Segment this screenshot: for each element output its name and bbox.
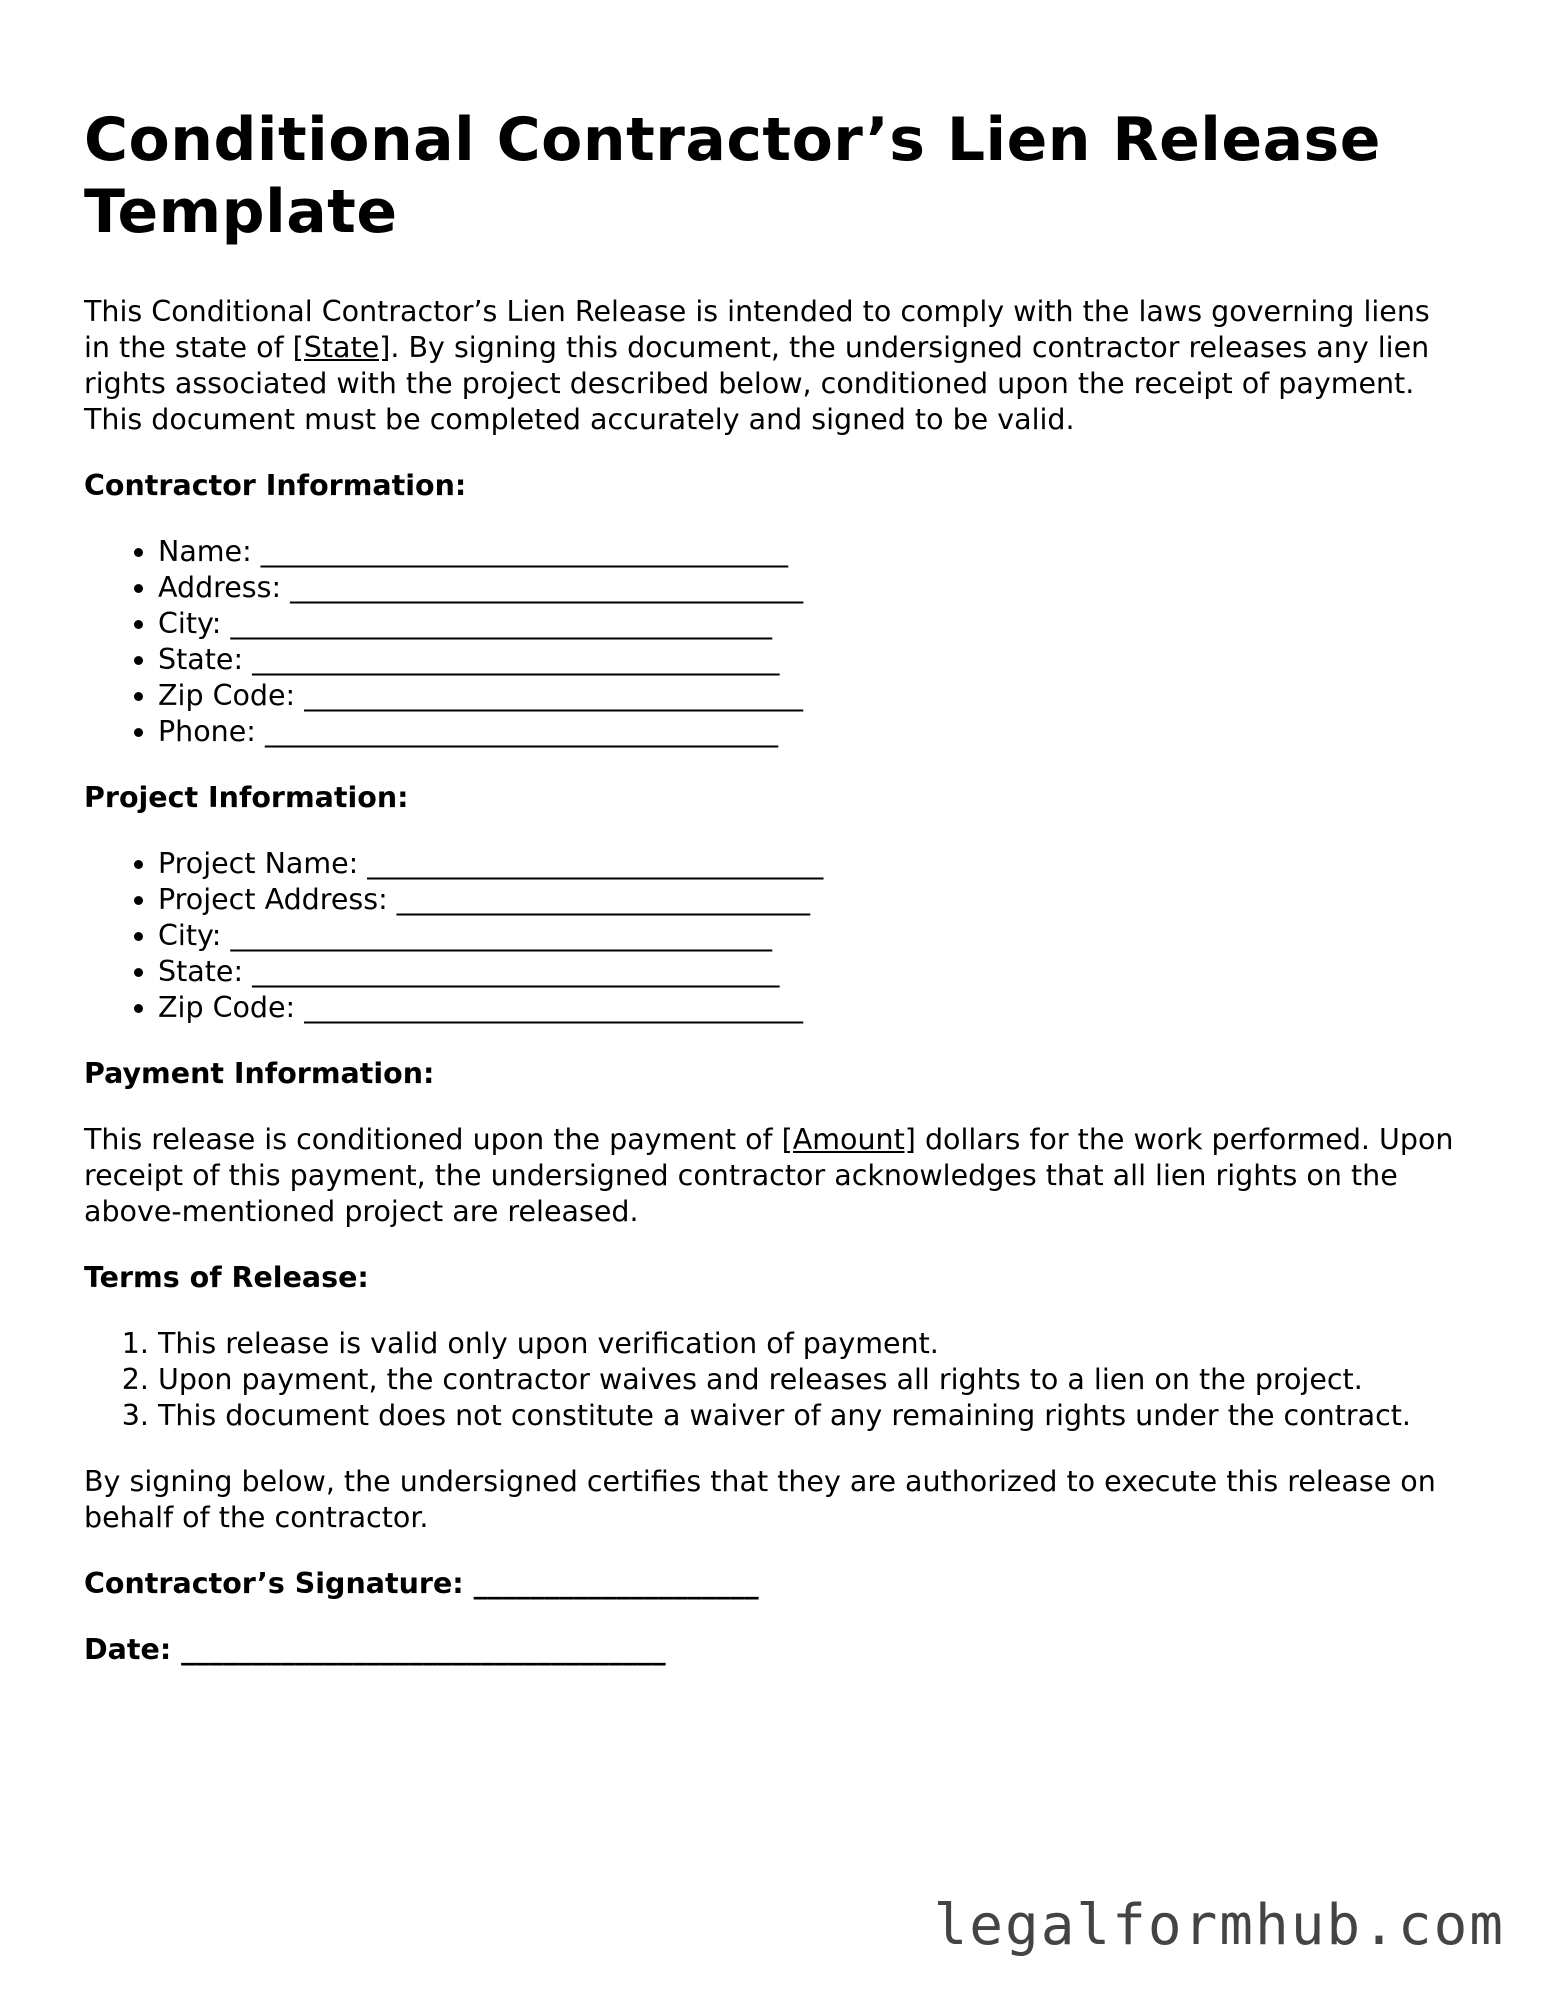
- intro-text-after: . By signing this document, the undersigned contractor releases any lien rights associated with the project described below, conditioned upon the receipt of payment. This document must be completed accurately and signed to be valid.: [84, 331, 1430, 436]
- page-title: Conditional Contractor’s Lien Release Template: [84, 105, 1381, 247]
- contractor-address-field: • Address: ____________________________________: [158, 570, 1464, 606]
- date-line: Date: __________________________________: [84, 1633, 666, 1666]
- intro-paragraph: [84, 294, 1464, 438]
- terms-heading: Terms of Release:: [84, 1261, 369, 1294]
- term-item: 2. Upon payment, the contractor waives and releases all rights to a lien on the project.: [158, 1362, 1464, 1398]
- closing-paragraph: By signing below, the undersigned certifies that they are authorized to execute this release on behalf of the contractor.: [84, 1465, 1436, 1534]
- project-heading: Project Information:: [84, 781, 409, 814]
- project-name-field: • Project Name: ________________________________: [158, 846, 1464, 882]
- project-city-field: • City: ______________________________________: [158, 918, 1464, 954]
- payment-paragraph: [84, 1122, 1464, 1230]
- amount-placeholder: [Amount]: [781, 1123, 916, 1156]
- project-list: [84, 846, 1464, 1026]
- project-address-field: • Project Address: _____________________________: [158, 882, 1464, 918]
- state-placeholder: [State]: [292, 331, 391, 364]
- contractor-city-field: • City: ______________________________________: [158, 606, 1464, 642]
- contractor-name-field: • Name: _____________________________________: [158, 534, 1464, 570]
- contractor-phone-field: • Phone: ____________________________________: [158, 714, 1464, 750]
- payment-text-after: dollars for the work performed. Upon receipt of this payment, the undersigned contractor acknowledges that all lien rights on the above-mentioned project are released.: [84, 1123, 1454, 1228]
- watermark-logo: legalformhub.com: [933, 1893, 1505, 1958]
- contractor-state-field: • State: _____________________________________: [158, 642, 1464, 678]
- project-zip-field: • Zip Code: ___________________________________: [158, 990, 1464, 1026]
- term-item: 3. This document does not constitute a waiver of any remaining rights under the contract.: [158, 1398, 1464, 1434]
- signature-line: Contractor’s Signature: ____________________: [84, 1567, 759, 1600]
- contractor-list: [84, 534, 1464, 750]
- project-state-field: • State: _____________________________________: [158, 954, 1464, 990]
- terms-list: [84, 1326, 1464, 1434]
- payment-text-before: This release is conditioned upon the payment of: [84, 1123, 782, 1156]
- intro-text-before: This Conditional Contractor’s Lien Release is intended to comply with the laws governing liens in the state of: [84, 295, 1430, 364]
- contractor-zip-field: • Zip Code: ___________________________________: [158, 678, 1464, 714]
- contractor-heading: Contractor Information:: [84, 469, 467, 502]
- payment-heading: Payment Information:: [84, 1057, 435, 1090]
- document-page: [84, 104, 1464, 1698]
- term-item: 1. This release is valid only upon verification of payment.: [158, 1326, 1464, 1362]
